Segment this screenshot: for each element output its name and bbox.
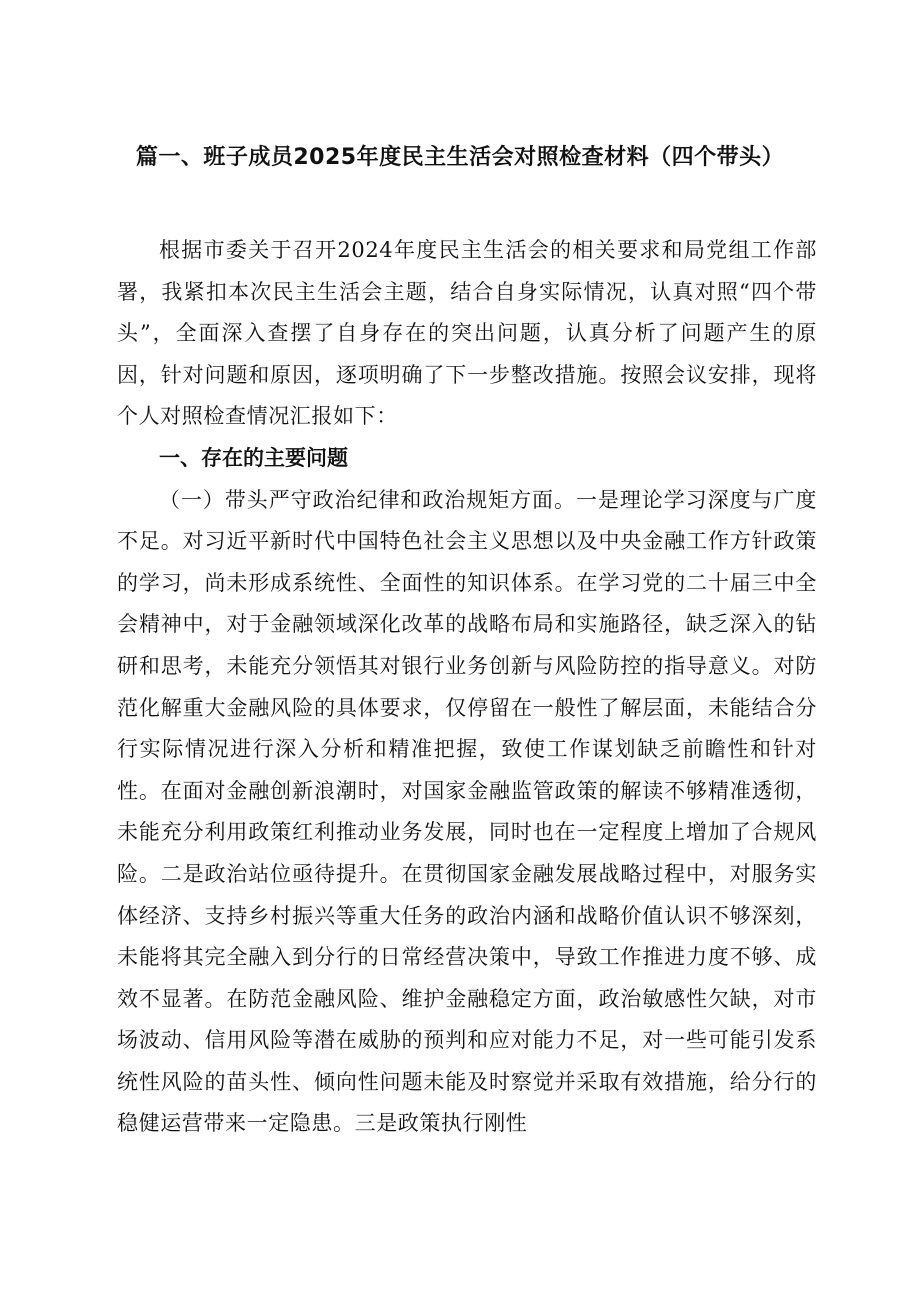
document-title: 篇一、班子成员2025年度民主生活会对照检查材料（四个带头）: [135, 145, 785, 170]
intro-paragraph: 根据市委关于召开2024年度民主生活会的相关要求和局党组工作部署，我紧扣本次民主生活会主题，结合自身实际情况，认真对照“四个带头”，全面深入查摆了自身存在的突出问题，认真分析了问题产生的原因，针对问题和原因，逐项明确了下一步整改措施。按照会议安排，现将个人对照检查情况汇报如下：: [117, 238, 817, 429]
document-body: [117, 230, 817, 1145]
section-heading: 一、存在的主要问题: [159, 445, 348, 470]
section-paragraph: （一）带头严守政治纪律和政治规矩方面。一是理论学习深度与广度不足。对习近平新时代中国特色社会主义思想以及中央金融工作方针政策的学习，尚未形成系统性、全面性的知识体系。在学习党的二十届三中全会精神中，对于金融领域深化改革的战略布局和实施路径，缺乏深入的钻研和思考，未能充分领悟其对银行业务创新与风险防控的指导意义。对防范化解重大金融风险的具体要求，仅停留在一般性了解层面，未能结合分行实际情况进行深入分析和精准把握，致使工作谋划缺乏前瞻性和针对性。在面对金融创新浪潮时，对国家金融监管政策的解读不够精准透彻，未能充分利用政策红利推动业务发展，同时也在一定程度上增加了合规风险。二是政治站位亟待提升。在贯彻国家金融发展战略过程中，对服务实体经济、支持乡村振兴等重大任务的政治内涵和战略价值认识不够深刻，未能将其完全融入到分行的日常经营决策中，导致工作推进力度不够、成效不显著。在防范金融风险、维护金融稳定方面，政治敏感性欠缺，对市场波动、信用风险等潜在威胁的预判和应对能力不足，对一些可能引发系统性风险的苗头性、倾向性问题未能及时察觉并采取有效措施，给分行的稳健运营带来一定隐患。三是政策执行刚性: [117, 487, 817, 1136]
